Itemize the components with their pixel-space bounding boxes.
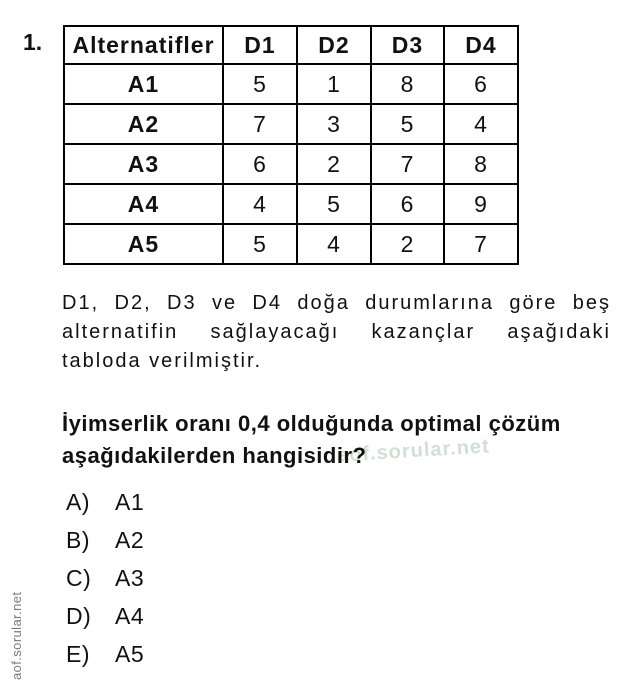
side-site-label: aof.sorular.net bbox=[9, 591, 24, 680]
table-cell: 4 bbox=[223, 184, 297, 224]
table-cell: 5 bbox=[371, 104, 444, 144]
option-letter: A) bbox=[66, 489, 90, 515]
option-d[interactable] bbox=[66, 603, 144, 629]
table-cell: 7 bbox=[223, 104, 297, 144]
row-label: A1 bbox=[64, 64, 223, 104]
option-text: A4 bbox=[115, 603, 145, 629]
header-cell-d2: D2 bbox=[297, 26, 371, 64]
table-cell: 4 bbox=[444, 104, 518, 144]
row-label: A3 bbox=[64, 144, 223, 184]
table-cell: 4 bbox=[297, 224, 371, 264]
option-c[interactable] bbox=[66, 565, 144, 591]
table-cell: 7 bbox=[371, 144, 444, 184]
option-letter: E) bbox=[66, 641, 90, 667]
option-letter: C) bbox=[66, 565, 92, 591]
header-cell-d4: D4 bbox=[444, 26, 518, 64]
option-e[interactable] bbox=[66, 641, 144, 667]
table-row bbox=[64, 224, 518, 264]
options-list bbox=[66, 489, 144, 679]
table-cell: 6 bbox=[444, 64, 518, 104]
option-text: A1 bbox=[115, 489, 145, 515]
header-cell-d3: D3 bbox=[371, 26, 444, 64]
option-b[interactable] bbox=[66, 527, 144, 553]
option-letter: D) bbox=[66, 603, 92, 629]
table-cell: 2 bbox=[371, 224, 444, 264]
option-text: A3 bbox=[115, 565, 145, 591]
table-cell: 8 bbox=[444, 144, 518, 184]
row-label: A5 bbox=[64, 224, 223, 264]
table-cell: 5 bbox=[297, 184, 371, 224]
table-cell: 7 bbox=[444, 224, 518, 264]
question-number: 1. bbox=[23, 29, 43, 55]
watermark-text: aof.sorular.net bbox=[336, 435, 491, 467]
header-cell-alternatives: Alternatifler bbox=[64, 26, 223, 64]
table-cell: 8 bbox=[371, 64, 444, 104]
table-row bbox=[64, 104, 518, 144]
option-text: A2 bbox=[115, 527, 145, 553]
payoff-table bbox=[63, 25, 519, 265]
option-letter: B) bbox=[66, 527, 90, 553]
table-cell: 6 bbox=[371, 184, 444, 224]
option-a[interactable] bbox=[66, 489, 144, 515]
table-cell: 9 bbox=[444, 184, 518, 224]
table-cell: 2 bbox=[297, 144, 371, 184]
question-prompt: İyimserlik oranı 0,4 olduğunda optimal çözüm aşağıdakilerden hangisidir? bbox=[62, 411, 561, 468]
table-row bbox=[64, 184, 518, 224]
question-paragraph: D1, D2, D3 ve D4 doğa durumlarına göre beş alternatifin sağlayacağı kazançlar aşağıdaki tabloda verilmiştir. bbox=[62, 292, 611, 372]
option-text: A5 bbox=[115, 641, 145, 667]
table-row bbox=[64, 144, 518, 184]
header-cell-d1: D1 bbox=[223, 26, 297, 64]
table-cell: 6 bbox=[223, 144, 297, 184]
table-cell: 5 bbox=[223, 224, 297, 264]
row-label: A4 bbox=[64, 184, 223, 224]
table-row bbox=[64, 64, 518, 104]
table-cell: 5 bbox=[223, 64, 297, 104]
table-header-row bbox=[64, 26, 518, 64]
table-cell: 3 bbox=[297, 104, 371, 144]
table-cell: 1 bbox=[297, 64, 371, 104]
row-label: A2 bbox=[64, 104, 223, 144]
